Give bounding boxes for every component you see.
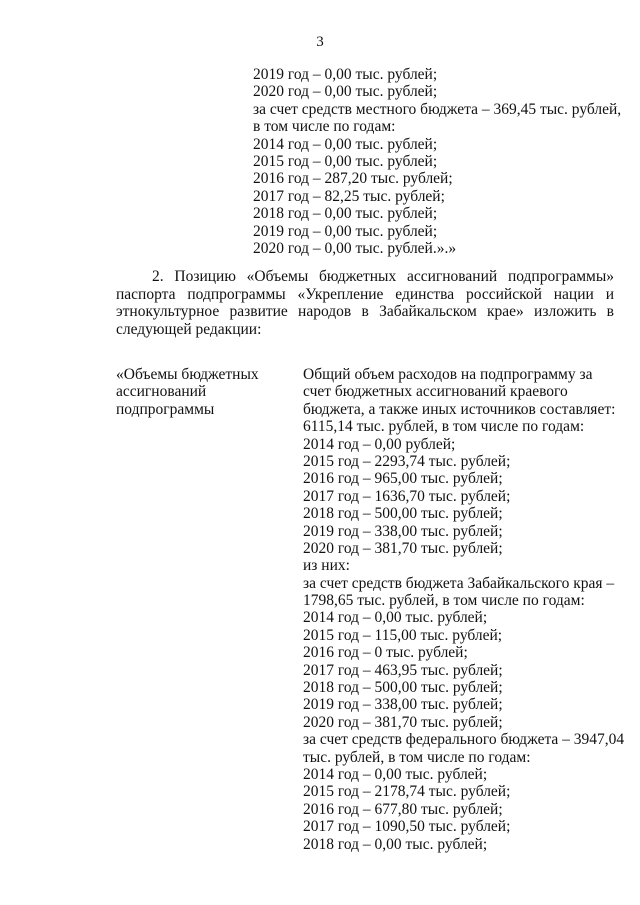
text-line: 2017 год – 463,95 тыс. рублей; <box>303 661 503 679</box>
page-number: 3 <box>316 34 324 50</box>
text-line: 2014 год – 0,00 тыс. рублей; <box>253 135 438 153</box>
text-line: 2017 год – 1090,50 тыс. рублей; <box>303 818 511 836</box>
text-line: «Объемы бюджетных <box>116 366 259 383</box>
text-line: за счет средств бюджета Забайкальского края – <box>303 574 615 592</box>
table-label-cell <box>116 366 259 418</box>
text-line: 2014 год – 0,00 тыс. рублей; <box>303 765 488 783</box>
text-line: в том числе по годам: <box>253 118 396 136</box>
text-line: 2020 год – 0,00 тыс. рублей; <box>253 83 438 101</box>
text-line: 2018 год – 500,00 тыс. рублей; <box>303 679 503 697</box>
text-line: 2016 год – 965,00 тыс. рублей; <box>303 470 503 488</box>
text-line: тыс. рублей, в том числе по годам: <box>303 748 531 766</box>
text-line: счет бюджетных ассигнований краевого <box>303 383 568 401</box>
text-line: за счет средств федерального бюджета – 3947,04 <box>303 731 625 749</box>
funding-continuation-block <box>253 66 621 257</box>
amendment-paragraph <box>116 268 614 338</box>
text-line: 6115,14 тыс. рублей, в том числе по годам: <box>303 418 585 436</box>
table-value-cell <box>303 366 624 853</box>
text-line: 2019 год – 0,00 тыс. рублей; <box>253 222 438 240</box>
text-line: 2015 год – 115,00 тыс. рублей; <box>303 626 503 644</box>
text-line: 2016 год – 0 тыс. рублей; <box>303 644 468 662</box>
text-line: 2014 год – 0,00 рублей; <box>303 435 456 453</box>
text-line: 2020 год – 0,00 тыс. рублей.».» <box>253 239 457 257</box>
text-line: 2019 год – 338,00 тыс. рублей; <box>303 522 503 540</box>
text-line: за счет средств местного бюджета – 369,45 тыс. рублей, <box>253 100 622 118</box>
text-line: бюджета, а также иных источников составляет: <box>303 400 616 418</box>
text-line: 2017 год – 82,25 тыс. рублей; <box>253 187 445 205</box>
text-line: 2019 год – 0,00 тыс. рублей; <box>253 66 438 83</box>
text-line: 2015 год – 2293,74 тыс. рублей; <box>303 452 511 470</box>
text-line: 2018 год – 500,00 тыс. рублей; <box>303 505 503 523</box>
text-line: Общий объем расходов на подпрограмму за <box>303 366 593 383</box>
text-line: подпрограммы <box>116 400 215 418</box>
paragraph-line: паспорта подпрограммы «Укрепление единства российской нации и <box>116 285 614 303</box>
text-line: 2015 год – 2178,74 тыс. рублей; <box>303 783 511 801</box>
text-line: из них: <box>303 557 350 575</box>
paragraph-line: следующей редакции: <box>116 320 262 338</box>
text-line: 2018 год – 0,00 тыс. рублей; <box>253 205 438 223</box>
text-line: ассигнований <box>116 383 207 401</box>
text-line: 2016 год – 287,20 тыс. рублей; <box>253 170 453 188</box>
text-line: 2014 год – 0,00 тыс. рублей; <box>303 609 488 627</box>
text-line: 2016 год – 677,80 тыс. рублей; <box>303 800 503 818</box>
text-line: 2018 год – 0,00 тыс. рублей; <box>303 835 488 853</box>
paragraph-line: 2. Позицию «Объемы бюджетных ассигнований подпрограммы» <box>152 268 614 285</box>
text-line: 2019 год – 338,00 тыс. рублей; <box>303 696 503 714</box>
text-line: 1798,65 тыс. рублей, в том числе по годам: <box>303 592 585 610</box>
text-line: 2017 год – 1636,70 тыс. рублей; <box>303 487 511 505</box>
text-line: 2015 год – 0,00 тыс. рублей; <box>253 152 438 170</box>
text-line: 2020 год – 381,70 тыс. рублей; <box>303 539 503 557</box>
paragraph-line: этнокультурное развитие народов в Забайкальском крае» изложить в <box>116 303 614 321</box>
text-line: 2020 год – 381,70 тыс. рублей; <box>303 713 503 731</box>
